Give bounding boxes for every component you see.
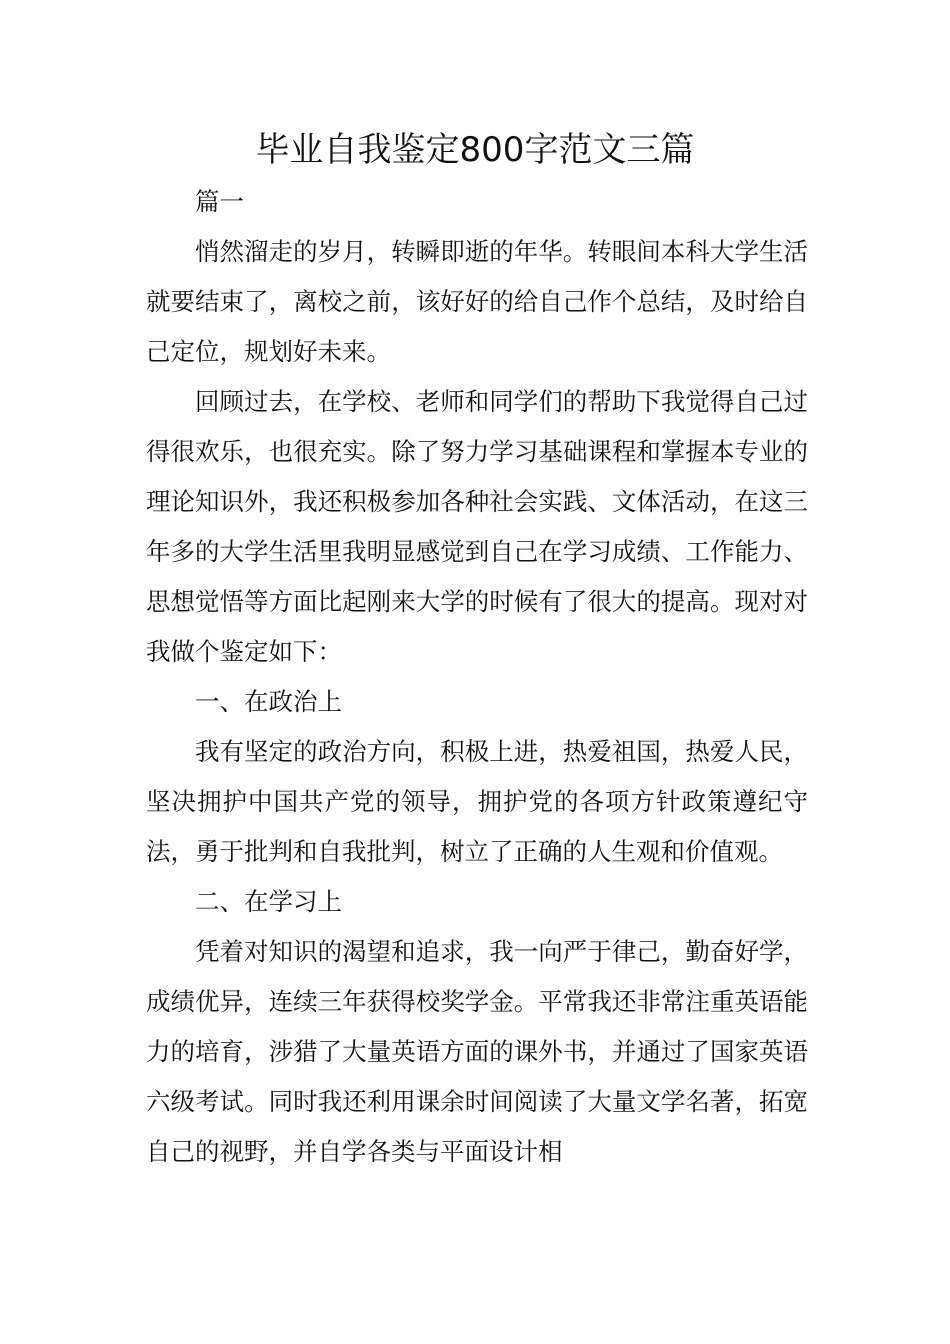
paragraph-politics: 我有坚定的政治方向，积极上进，热爱祖国，热爱人民，坚决拥护中国共产党的领导，拥护党的各项方针政策遵纪守法，勇于批判和自我批判，树立了正确的人生观和价值观。	[146, 737, 808, 866]
paragraph-study: 凭着对知识的渴望和追求，我一向严于律己，勤奋好学，成绩优异，连续三年获得校奖学金。平常我还非常注重英语能力的培育，涉猎了大量英语方面的课外书，并通过了国家英语六级考试。同时我还利用课余时间阅读了大量文学名著，拓宽自己的视野，并自学各类与平面设计相	[146, 937, 808, 1166]
paragraph-review: 回顾过去，在学校、老师和同学们的帮助下我觉得自己过得很欢乐，也很充实。除了努力学习基础课程和掌握本专业的理论知识外，我还积极参加各种社会实践、文体活动，在这三年多的大学生活里我明显感觉到自己在学习成绩、工作能力、思想觉悟等方面比起刚来大学的时候有了很大的提高。现对对我做个鉴定如下：	[146, 387, 808, 666]
section-heading-politics: 一、在政治上	[195, 687, 342, 716]
document-body	[146, 177, 808, 1177]
document-title: 毕业自我鉴定800字范文三篇	[255, 130, 695, 170]
section-heading-study: 二、在学习上	[195, 887, 342, 916]
paragraph-intro: 悄然溜走的岁月，转瞬即逝的年华。转眼间本科大学生活就要结束了，离校之前，该好好的给自己作个总结，及时给自己定位，规划好未来。	[146, 237, 808, 366]
section-heading-part-one: 篇一	[195, 187, 244, 216]
